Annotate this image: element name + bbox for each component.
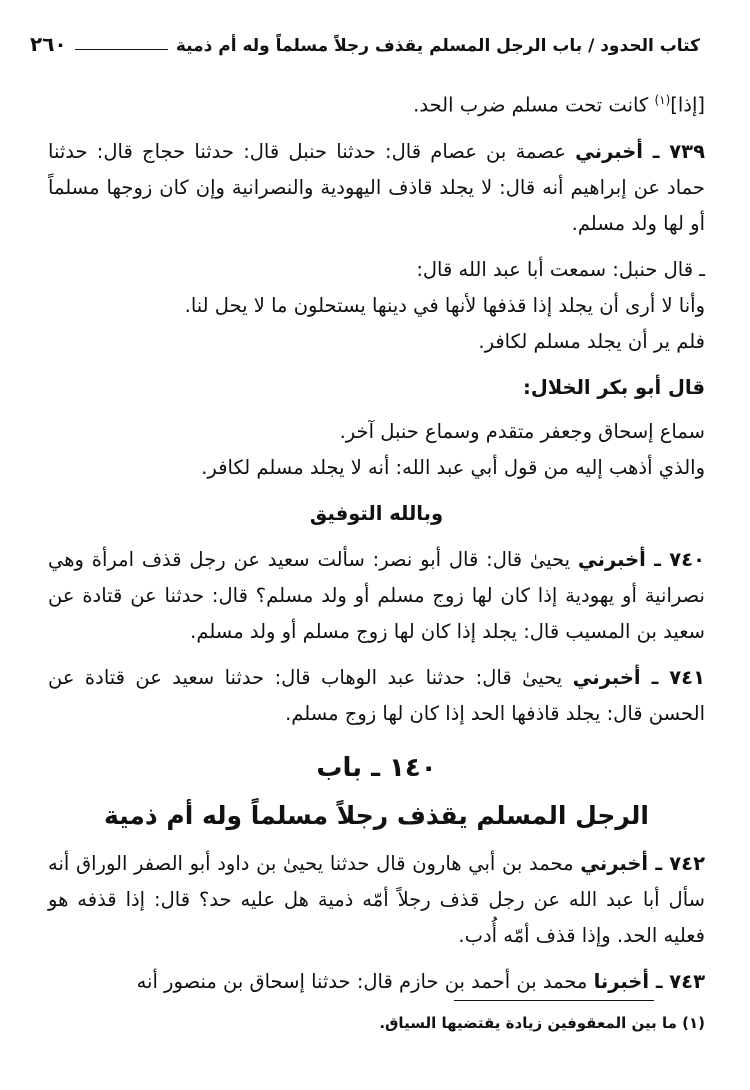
hadith-text: محمد بن أبي هارون قال حدثنا يحيىٰ بن داود أبو الصفر الوراق أنه سأل أبا عبد الله عن رجل قذف رجلاً أمّه ذمية هل عليه حد؟ قال: إذا قذفه هو فعليه الحد. وإذا قذف أمّه أُدب.	[48, 851, 705, 947]
hadith-text: يحيىٰ قال: قال أبو نصر: سألت سعيد عن رجل قذف امرأة وهي نصرانية أو يهودية إذا كان لها زوج مسلم أو ولد مسلم؟ قال: حدثنا عن قتادة عن سعيد بن المسيب قال: يجلد إذا كان لها زوج مسلم أو ولد مسلم.	[48, 547, 705, 643]
hadith-740	[48, 542, 705, 650]
hadith-text: محمد بن أحمد بن حازم قال: حدثنا إسحاق بن منصور أنه	[136, 969, 594, 993]
quote-line: سماع إسحاق وجعفر متقدم وسماع حنبل آخر.	[339, 419, 705, 443]
quote-line: ـ قال حنبل: سمعت أبا عبد الله قال:	[416, 257, 705, 281]
footnote-marker: (١)	[654, 93, 671, 107]
hadith-742	[48, 846, 705, 954]
chapter-number: ١٤٠ ـ باب	[316, 752, 437, 783]
page-header	[30, 28, 710, 56]
hadith-number: ٧٣٩ ـ أخبرني	[575, 139, 705, 163]
hadith-text: عصمة بن عصام قال: حدثنا حنبل قال: حدثنا حجاج قال: حدثنا حماد عن إبراهيم أنه قال: لا يجلد قاذف اليهودية والنصرانية وإن كان زوجها مسلماً أو لها ولد مسلم.	[48, 139, 705, 235]
quote-line: فلم ير أن يجلد مسلم لكافر.	[478, 329, 705, 353]
chapter-title: الرجل المسلم يقذف رجلاً مسلماً وله أم ذمية	[104, 800, 649, 830]
tawfiq-line: وبالله التوفيق	[309, 501, 444, 525]
hadith-743	[48, 964, 705, 1000]
running-header	[67, 36, 710, 56]
hadith-number: ٧٤٣ ـ أخبرنا	[593, 969, 705, 993]
quote-line: والذي أذهب إليه من قول أبي عبد الله: أنه لا يجلد مسلم لكافر.	[201, 455, 705, 479]
hadith-739	[48, 134, 705, 242]
running-header-title: كتاب الحدود / باب الرجل المسلم يقذف رجلاً مسلماً وله أم ذمية	[175, 36, 700, 56]
hadith-number: ٧٤٢ ـ أخبرني	[580, 851, 705, 875]
hadith-text: يحيىٰ قال: حدثنا عبد الوهاب قال: حدثنا سعيد عن قتادة عن الحسن قال: يجلد قاذفها الحد إذا كان لها زوج مسلم.	[48, 665, 705, 725]
hadith-number: ٧٤٠ ـ أخبرني	[577, 547, 705, 571]
paragraph-continuation	[48, 82, 705, 124]
footnote-rule	[454, 1000, 654, 1001]
hanbal-quote	[48, 252, 705, 360]
bracket-insert: [إذا]	[670, 93, 705, 117]
page-number: ٢٦٠	[30, 32, 67, 56]
header-rule	[75, 48, 168, 50]
quote-line: وأنا لا أرى أن يجلد إذا قذفها لأنها في دينها يستحلون ما لا يحل لنا.	[184, 293, 705, 317]
hadith-number: ٧٤١ ـ أخبرني	[572, 665, 705, 689]
khallal-section	[48, 370, 705, 486]
hadith-741	[48, 660, 705, 732]
body-text	[48, 82, 705, 1010]
footnote: (١) ما بين المعقوفين زيادة يقتضيها السياق.	[379, 1014, 705, 1032]
khallal-title: قال أبو بكر الخلال:	[523, 375, 705, 399]
paragraph-text: كانت تحت مسلم ضرب الحد.	[413, 93, 655, 117]
